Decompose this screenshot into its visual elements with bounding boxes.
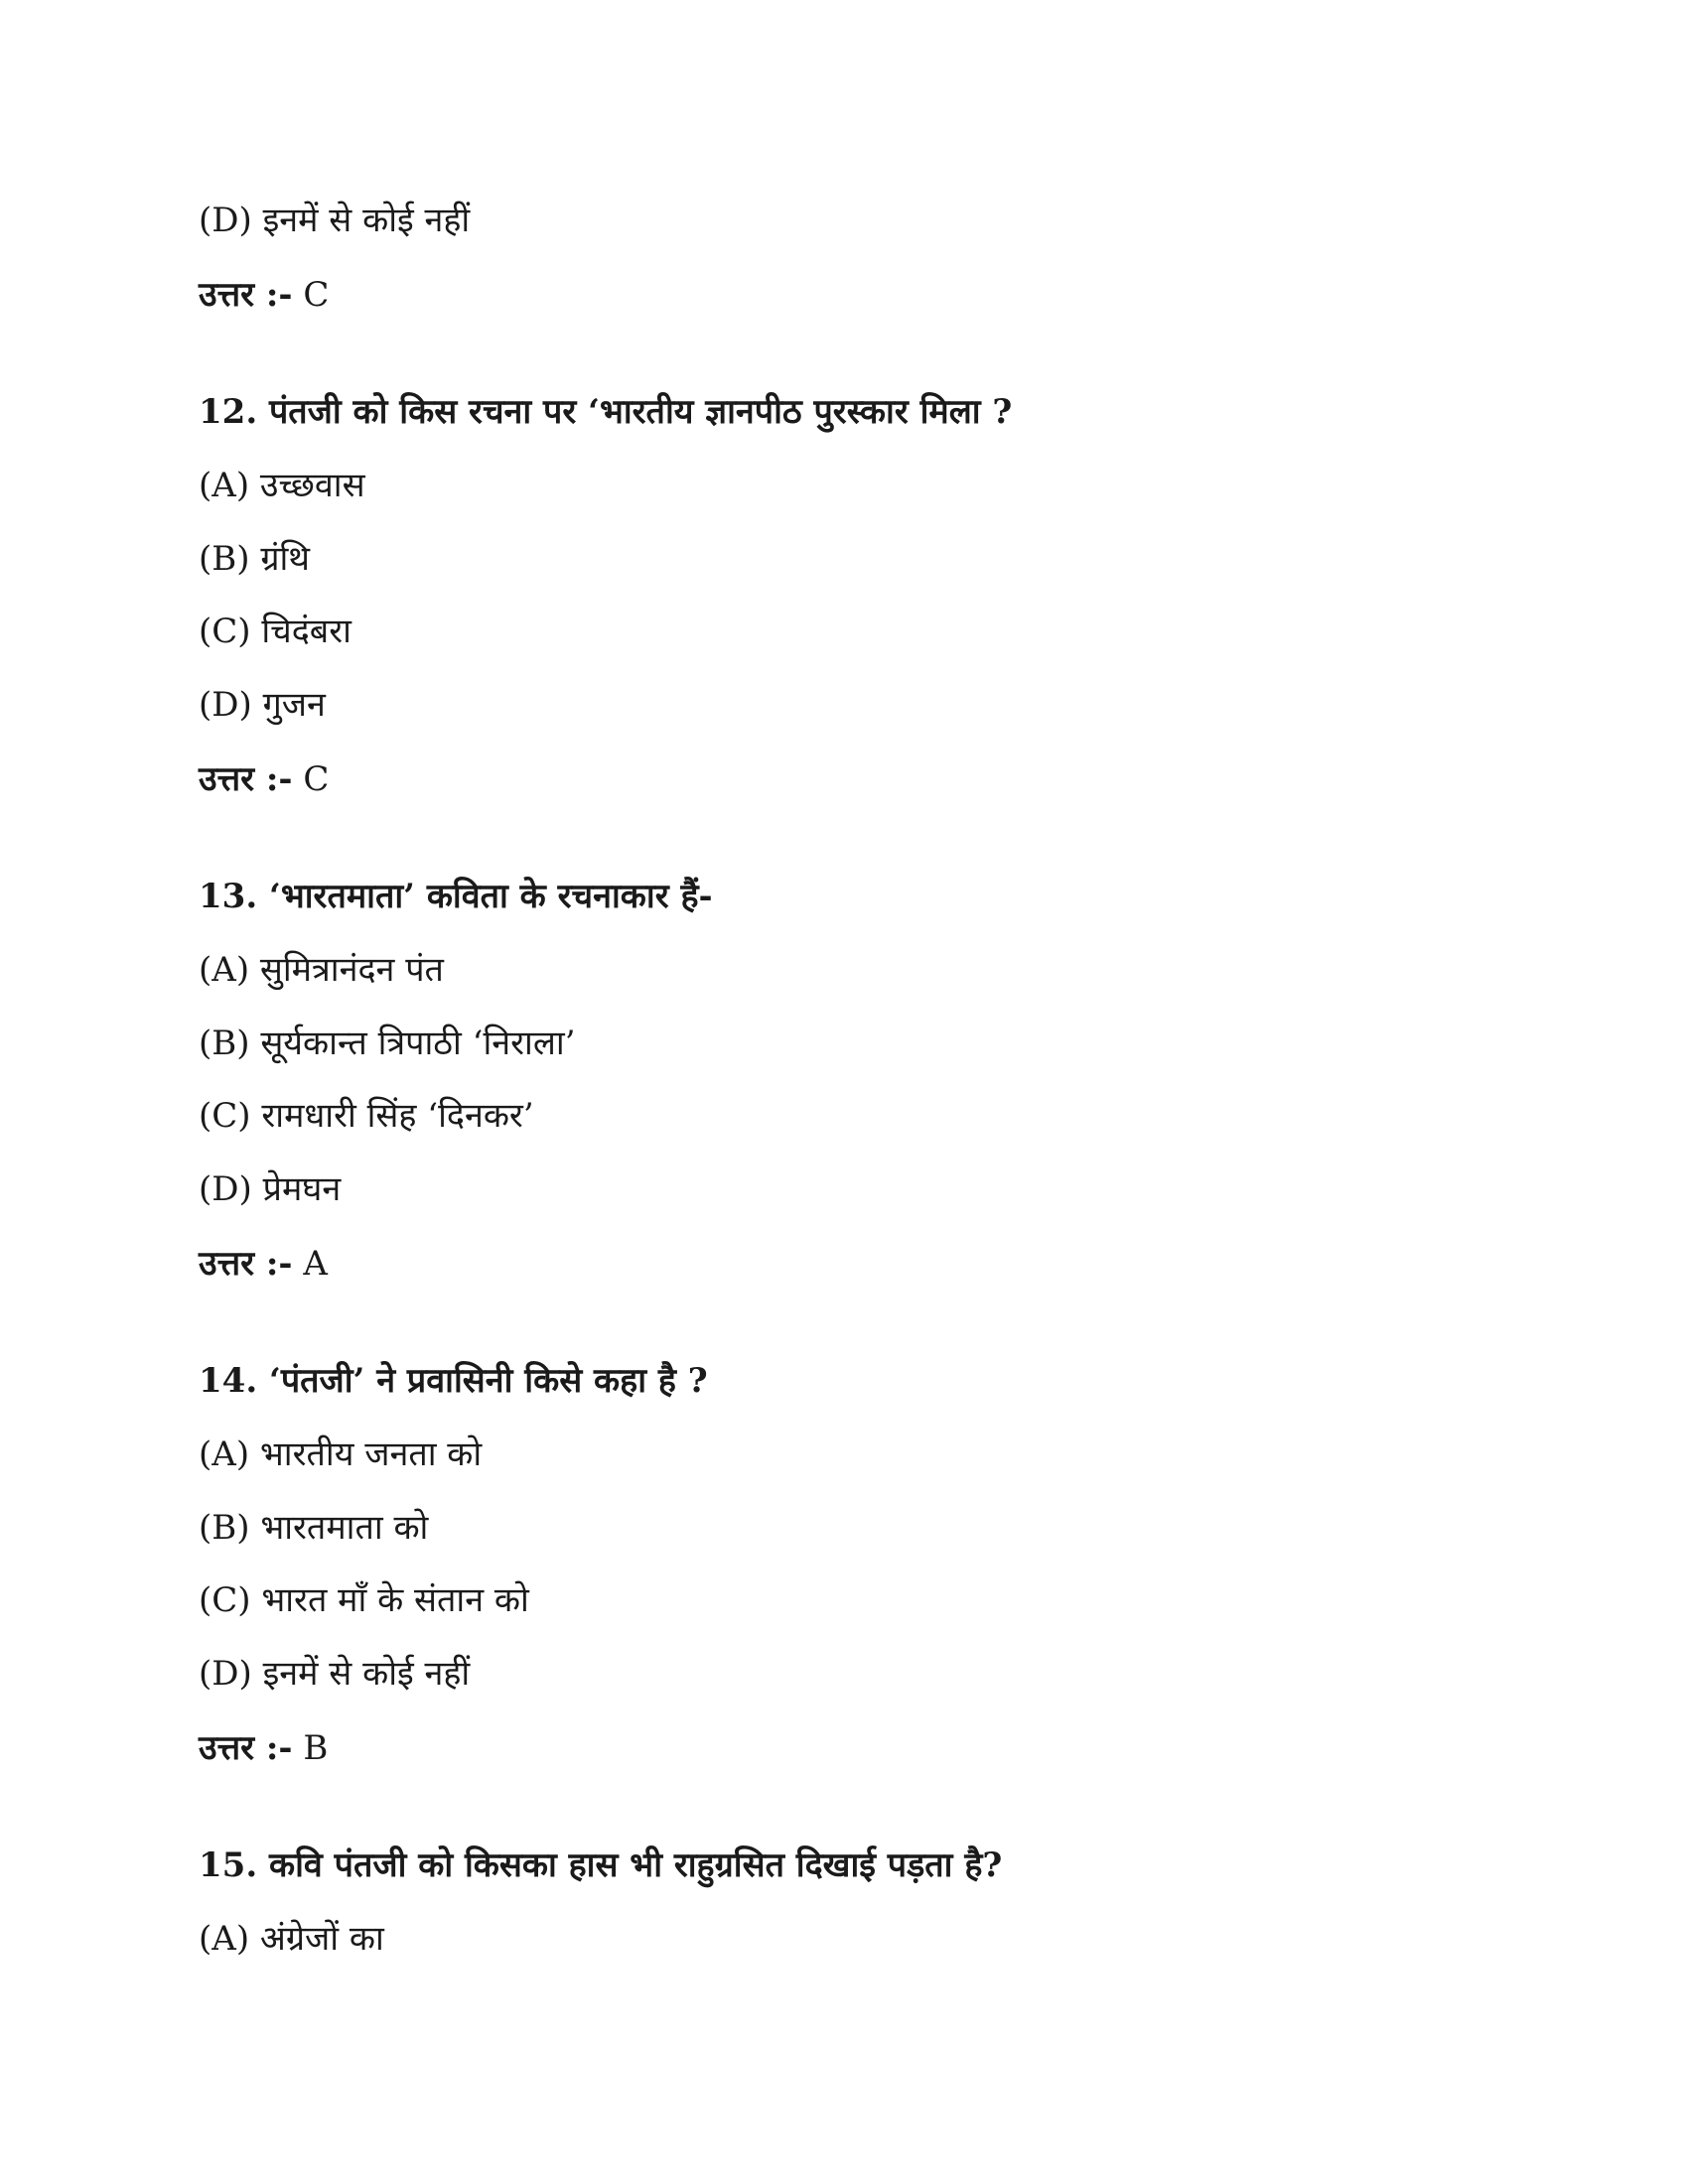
answer-label: उत्तर :- (199, 275, 293, 315)
option-a: (A) अंग्रेजों का (199, 1919, 384, 1959)
option-d: (D) गुजन (199, 685, 326, 725)
option-c: (C) चिदंबरा (199, 612, 352, 651)
answer-line (199, 1728, 329, 1768)
answer-label: उत्तर :- (199, 1728, 293, 1768)
option-a: (A) भारतीय जनता को (199, 1434, 483, 1474)
question-13: 13. ‘भारतमाता’ कविता के रचनाकार हैं- (199, 877, 713, 916)
option-d: (D) प्रेमघन (199, 1169, 342, 1209)
answer-line (199, 759, 330, 799)
answer-line (199, 1244, 328, 1284)
answer-label: उत्तर :- (199, 759, 293, 799)
question-12: 12. पंतजी को किस रचना पर ‘भारतीय ज्ञानपीठ पुरस्कार मिला ? (199, 392, 1013, 432)
document-page (199, 0, 1509, 2184)
option-d: (D) इनमें से कोई नहीं (199, 201, 471, 240)
answer-value: C (303, 759, 330, 799)
answer-label: उत्तर :- (199, 1244, 293, 1284)
answer-value: C (303, 275, 330, 315)
answer-value: A (303, 1244, 328, 1284)
question-15: 15. कवि पंतजी को किसका हास भी राहुग्रसित दिखाई पड़ता है? (199, 1845, 1003, 1885)
option-c: (C) रामधारी सिंह ‘दिनकर’ (199, 1096, 534, 1136)
option-a: (A) सुमित्रानंदन पंत (199, 950, 444, 990)
option-d: (D) इनमें से कोई नहीं (199, 1654, 471, 1694)
answer-value: B (303, 1728, 329, 1768)
option-a: (A) उच्छवास (199, 466, 365, 505)
option-b: (B) सूर्यकान्त त्रिपाठी ‘निराला’ (199, 1024, 576, 1063)
option-b: (B) ग्रंथि (199, 539, 311, 579)
option-c: (C) भारत माँ के संतान को (199, 1580, 529, 1620)
question-14: 14. ‘पंतजी’ ने प्रवासिनी किसे कहा है ? (199, 1361, 708, 1401)
option-b: (B) भारतमाता को (199, 1508, 429, 1548)
answer-line (199, 275, 330, 315)
